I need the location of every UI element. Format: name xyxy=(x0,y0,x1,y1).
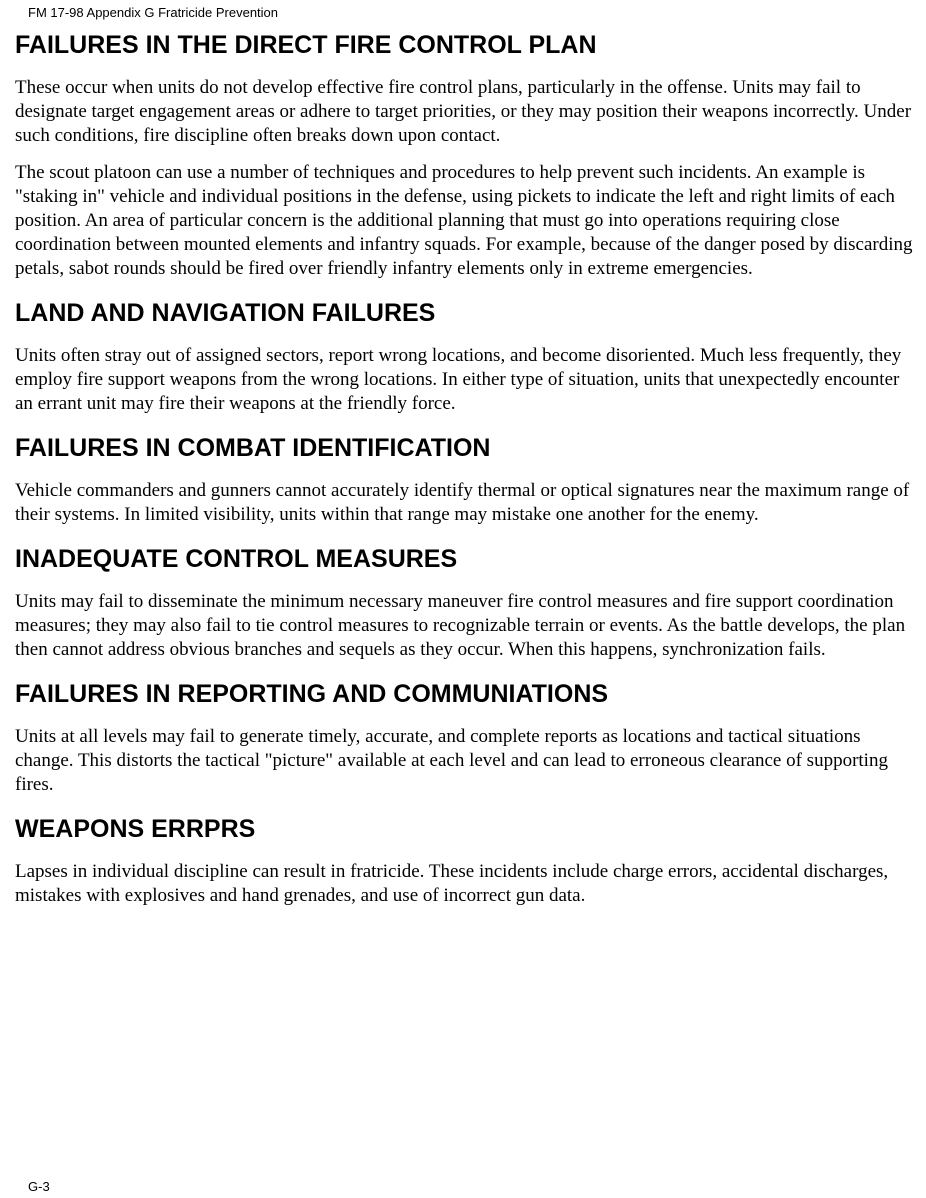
section-heading-reporting: FAILURES IN REPORTING AND COMMUNIATIONS xyxy=(15,680,609,708)
paragraph: Units may fail to disseminate the minimum necessary maneuver fire control measures and fire support coordination measures; they may also fail to tie control measures to recognizable terrain or events. As the battle develops, the plan then cannot address obvious branches and sequels as they occur. When this happens, synchronization fails. xyxy=(15,591,906,660)
paragraph: The scout platoon can use a number of techniques and procedures to help prevent such incidents. An example is "staking in" vehicle and individual positions in the defense, using pickets to indicate the left and right limits of each position. An area of particular concern is the additional planning that must go into operations requiring close coordination between mounted elements and infantry squads. For example, because of the danger posed by discarding petals, sabot rounds should be fired over friendly infantry elements only in extreme emergencies. xyxy=(15,162,913,279)
document-body xyxy=(15,30,915,925)
paragraph: Units at all levels may fail to generate timely, accurate, and complete reports as locations and tactical situations change. This distorts the tactical "picture" available at each level and can lead to erroneous clearance of supporting fires. xyxy=(15,726,888,795)
page-number: G-3 xyxy=(28,1179,50,1194)
section-heading-combat-identification: FAILURES IN COMBAT IDENTIFICATION xyxy=(15,434,491,462)
paragraph: Units often stray out of assigned sectors, report wrong locations, and become disoriented. Much less frequently, they employ fire support weapons from the wrong locations. In either type of situation, units that unexpectedly encounter an errant unit may fire their weapons at the friendly force. xyxy=(15,345,902,414)
running-header: FM 17-98 Appendix G Fratricide Prevention xyxy=(28,5,279,20)
paragraph: Lapses in individual discipline can result in fratricide. These incidents include charge errors, accidental discharges, mistakes with explosives and hand grenades, and use of incorrect gun data. xyxy=(15,861,889,906)
section-heading-direct-fire: FAILURES IN THE DIRECT FIRE CONTROL PLAN xyxy=(15,31,597,59)
paragraph: These occur when units do not develop effective fire control plans, particularly in the offense. Units may fail to designate target engagement areas or adhere to target priorities, or they may position their weapons incorrectly. Under such conditions, fire discipline often breaks down upon contact. xyxy=(15,77,912,146)
section-heading-control-measures: INADEQUATE CONTROL MEASURES xyxy=(15,545,458,573)
paragraph: Vehicle commanders and gunners cannot accurately identify thermal or optical signatures near the maximum range of their systems. In limited visibility, units within that range may mistake one another for the enemy. xyxy=(15,480,910,525)
section-heading-land-navigation: LAND AND NAVIGATION FAILURES xyxy=(15,299,436,327)
section-heading-weapons-errors: WEAPONS ERRPRS xyxy=(15,815,256,843)
